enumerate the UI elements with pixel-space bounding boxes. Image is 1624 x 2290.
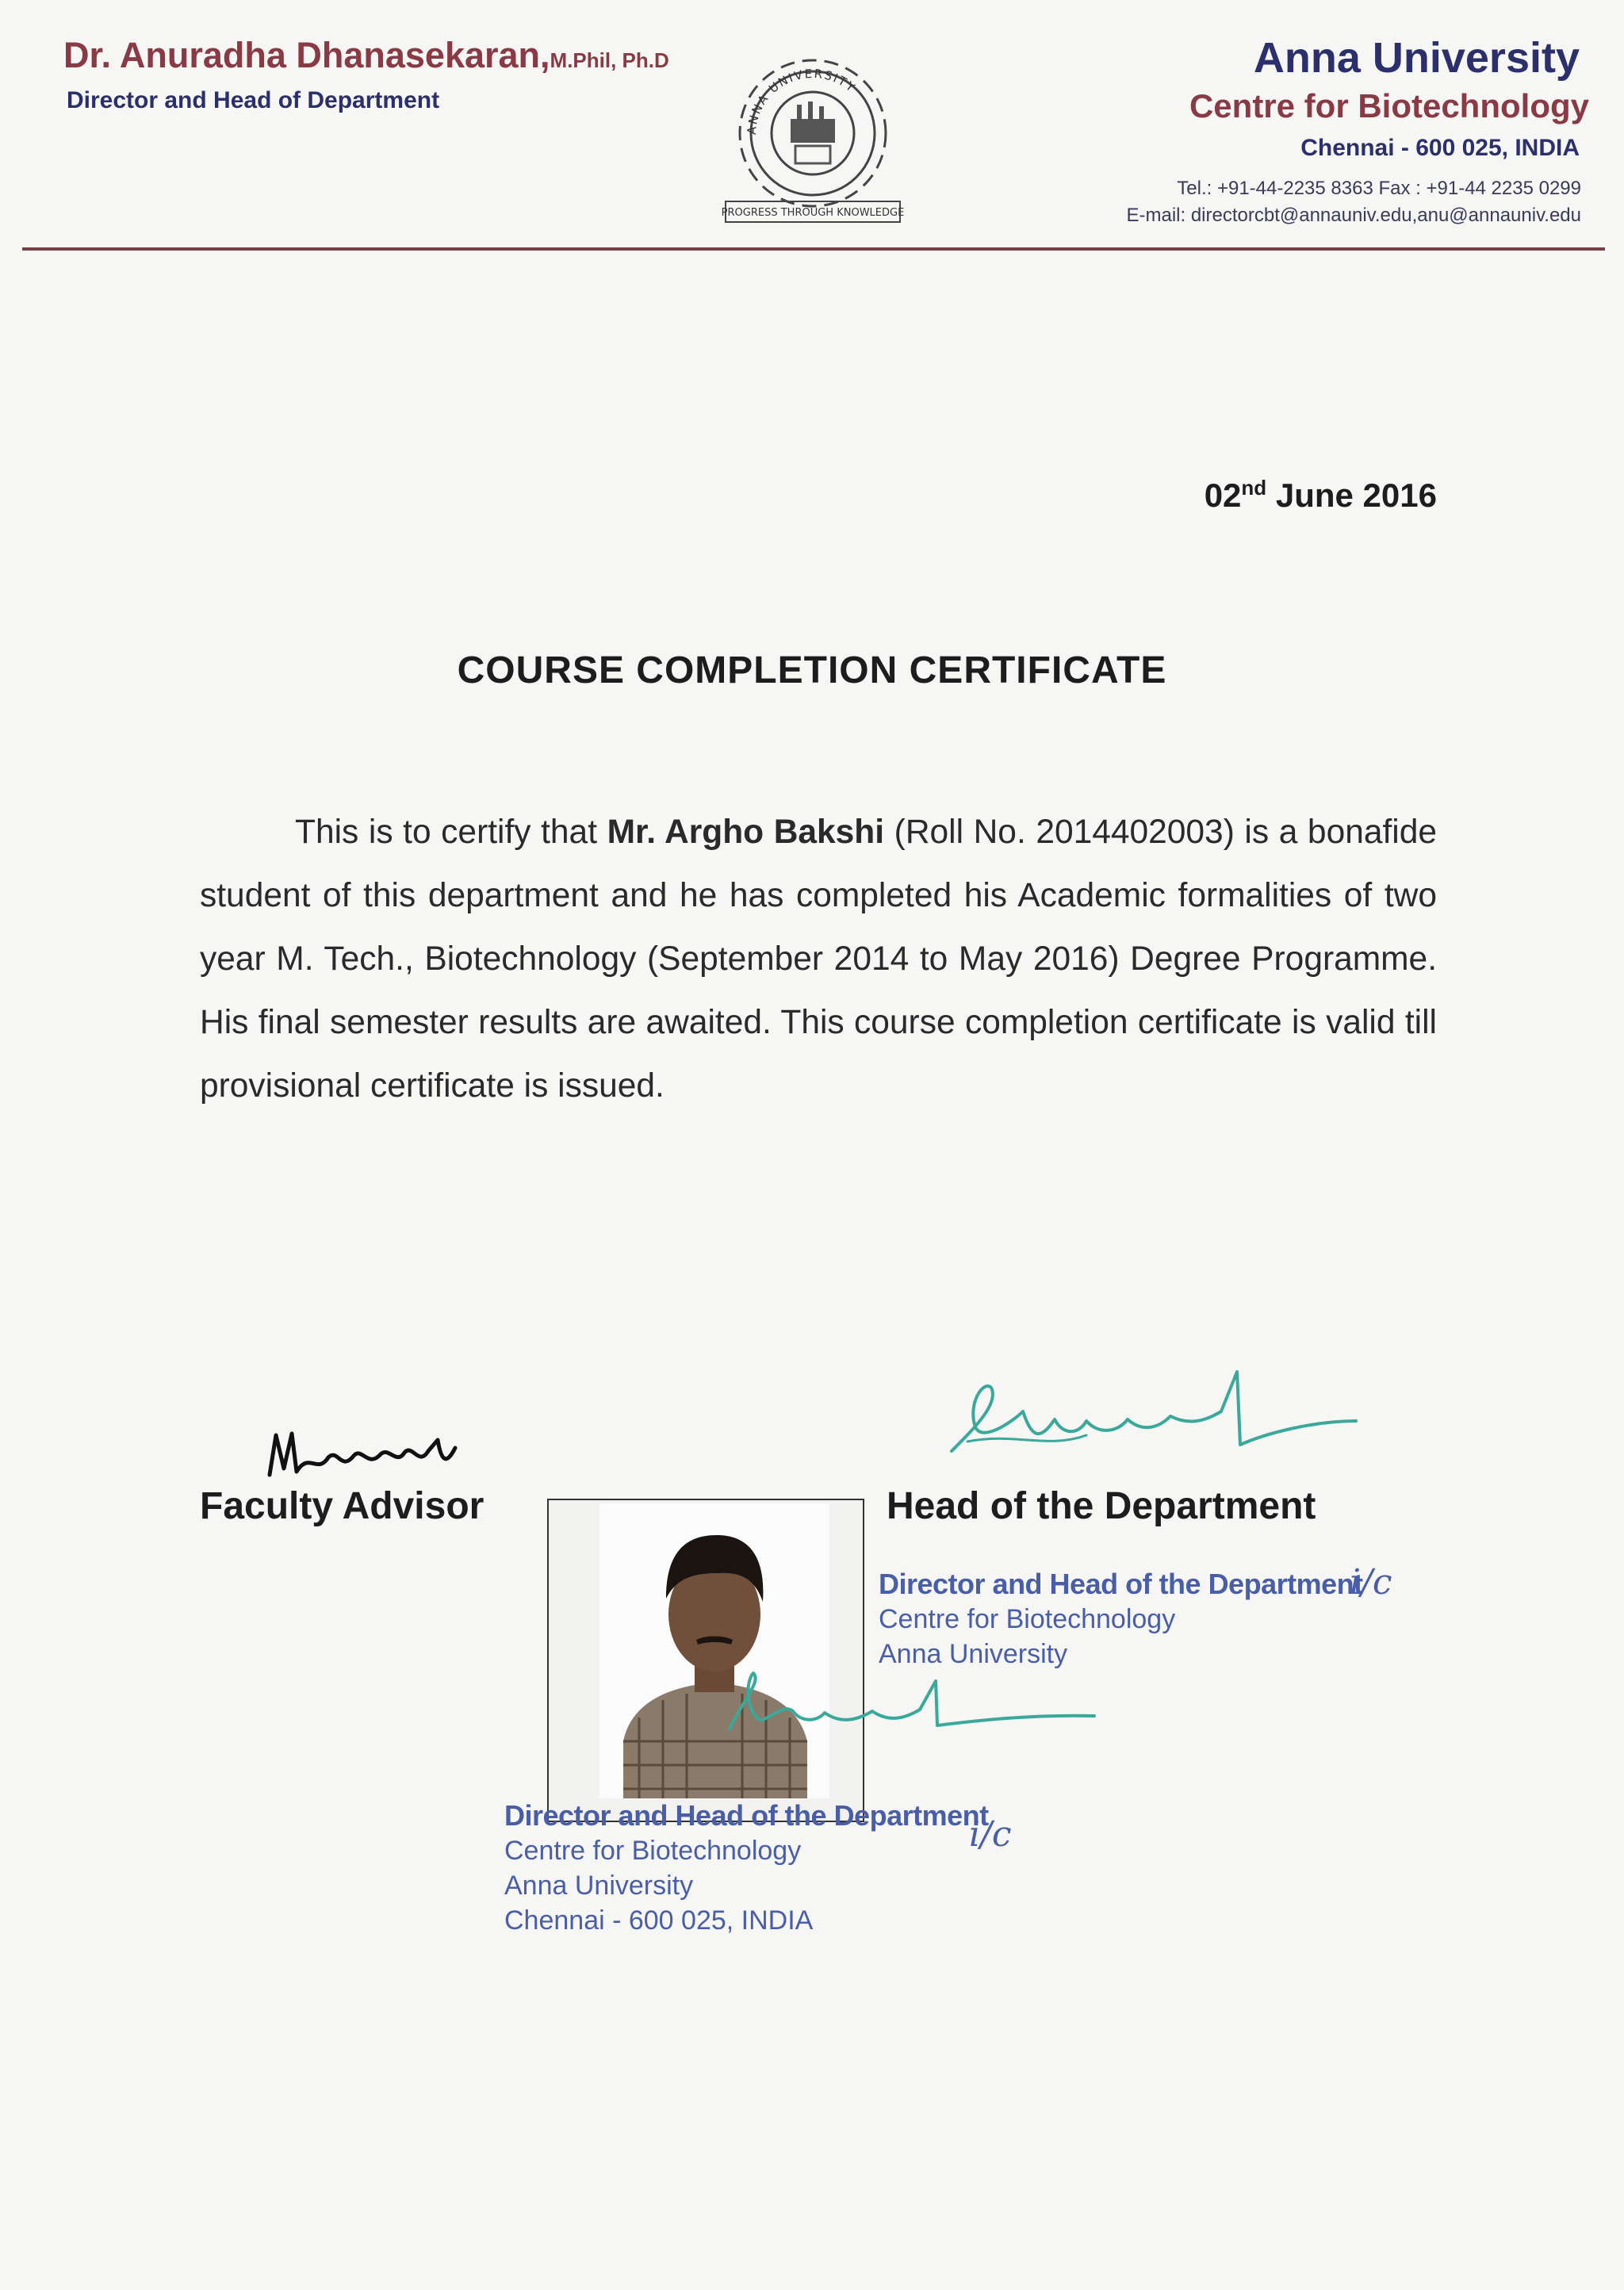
stamp-lower-title: Director and Head of the Department [504,1799,989,1832]
date-suffix: nd [1241,476,1267,500]
centre-name: Centre for Biotechnology [1189,87,1589,124]
stamp-upper-university: Anna University [879,1639,1068,1669]
student-photo [599,1503,829,1798]
stamp-upper-incharge: i/c [1350,1562,1392,1603]
faculty-advisor-signature [262,1419,484,1491]
letterhead-divider [22,247,1605,251]
director-role: Director and Head of Department [67,87,440,113]
director-name [63,35,669,76]
stamp-lower-incharge: i/c [969,1814,1012,1855]
stamp-upper-title: Director and Head of the Department [879,1568,1363,1600]
university-name: Anna University [1253,34,1580,82]
stamp-lower-centre: Centre for Biotechnology [504,1836,802,1866]
certificate-body-text [200,801,1437,1118]
student-name: Mr. Argho Bakshi [607,814,885,851]
certificate-body [200,801,1437,1118]
director-name-text: Dr. Anuradha Dhanasekaran, [63,35,550,75]
certificate-date [1205,476,1437,515]
stamp-upper-centre: Centre for Biotechnology [879,1604,1176,1634]
body-prefix: This is to certify that [295,814,607,851]
logo-motto: PROGRESS THROUGH KNOWLEDGE [721,207,905,219]
faculty-advisor-label: Faculty Advisor [200,1485,485,1527]
date-month-year: June 2016 [1266,477,1437,514]
anna-university-logo [718,46,908,227]
department-stamp-upper [879,1567,1363,1672]
body-rest: (Roll No. 2014402003) is a bonafide student of this department and he has completed his Academic formalities of two year M. Tech., Biotechnology (September 2014 to May 2016) Degree Programme. His final semester results are awaited. This course completion certificate is valid till provisional certificate is issued. [200,814,1438,1105]
stamp-lower-address: Chennai - 600 025, INDIA [504,1905,814,1936]
department-stamp-lower [504,1798,989,1938]
city-address: Chennai - 600 025, INDIA [1300,135,1580,161]
certificate-title: COURSE COMPLETION CERTIFICATE [457,649,1167,691]
contact-phone: Tel.: +91-44-2235 8363 Fax : +91-44 2235 0299 [1177,178,1581,199]
director-qualifications: M.Phil, Ph.D [550,48,669,72]
stamp-lower-university: Anna University [504,1871,694,1901]
date-day: 02 [1204,477,1242,514]
logo-arc-text: ANNA UNIVERSITY [744,66,860,136]
contact-email: E-mail: directorcbt@annauniv.edu,anu@annauniv.edu [1126,205,1581,226]
head-of-department-label: Head of the Department [887,1485,1316,1527]
photo-attestation-signature [714,1665,1110,1752]
head-of-department-signature [920,1356,1364,1483]
